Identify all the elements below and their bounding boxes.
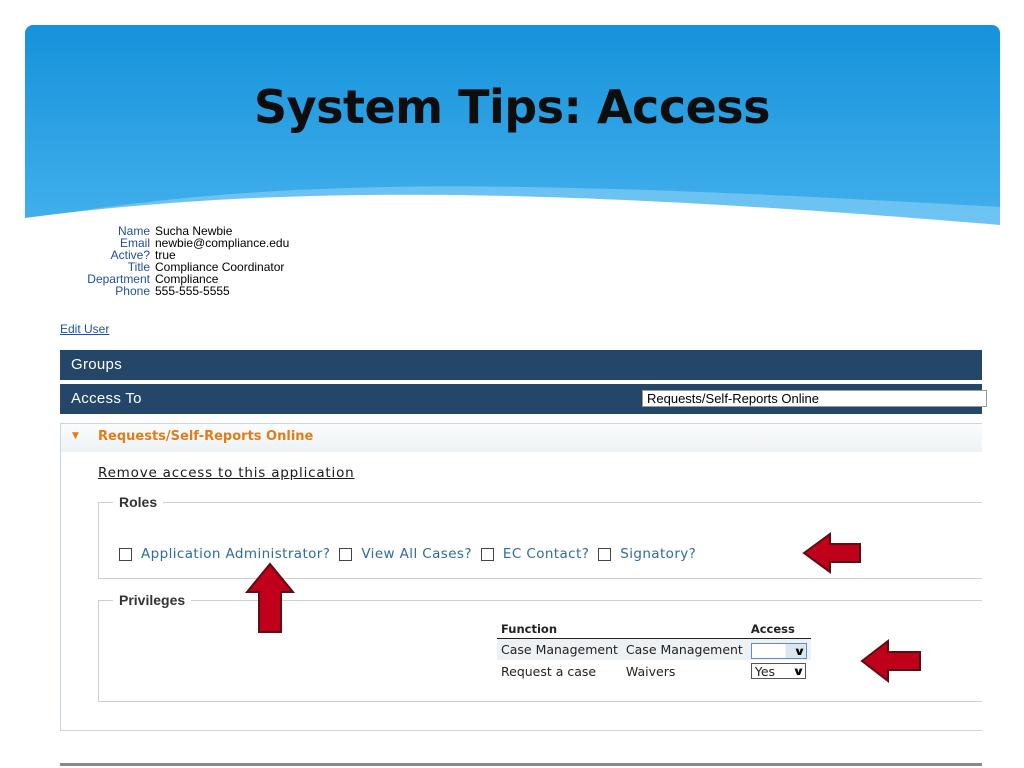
user-info-key: Name: [117, 224, 150, 238]
user-info-key: Email: [119, 236, 150, 250]
role-checkbox-app-admin[interactable]: [119, 548, 132, 561]
chevron-down-icon: ∨: [793, 644, 806, 658]
groups-bar-label: Groups: [71, 356, 122, 373]
application-title: Requests/Self-Reports Online: [98, 429, 314, 444]
user-info: [60, 225, 289, 297]
remove-access-link[interactable]: Remove access to this application: [98, 465, 355, 481]
access-to-select[interactable]: Requests/Self-Reports Online: [642, 390, 987, 407]
user-info-key: Department: [87, 272, 150, 286]
user-info-row: [60, 285, 289, 297]
user-info-value: true: [155, 248, 176, 262]
user-info-value: Sucha Newbie: [155, 224, 233, 238]
roles-legend: Roles: [119, 494, 158, 510]
role-label-signatory[interactable]: Signatory?: [620, 546, 697, 562]
left-arrow-icon: [860, 639, 922, 683]
groups-bar[interactable]: [60, 350, 982, 380]
edit-user-link[interactable]: Edit User: [60, 322, 110, 336]
access-to-label: Access To: [71, 390, 142, 407]
user-info-value: Compliance Coordinator: [155, 260, 285, 274]
role-checkbox-ec-contact[interactable]: [481, 548, 494, 561]
bottom-divider: [60, 763, 982, 766]
application-panel: [60, 423, 982, 731]
column-header-sub: [622, 620, 747, 638]
user-info-value: Compliance: [155, 272, 219, 286]
access-select-case-management[interactable]: [751, 643, 807, 659]
role-label-app-admin[interactable]: Application Administrator?: [141, 546, 331, 562]
access-to-bar: [60, 384, 982, 414]
role-label-ec-contact[interactable]: EC Contact?: [502, 546, 590, 562]
privilege-sub: Waivers: [625, 663, 676, 679]
privilege-sub: Case Management: [622, 638, 747, 660]
caret-down-icon[interactable]: ▼: [72, 431, 79, 441]
privilege-function: Request a case: [501, 663, 597, 679]
chevron-down-icon: ∨: [792, 664, 805, 678]
slide-title: System Tips: Access: [253, 80, 771, 134]
role-label-view-all-cases[interactable]: View All Cases?: [361, 546, 472, 562]
role-checkbox-signatory[interactable]: [598, 548, 611, 561]
role-checkbox-view-all-cases[interactable]: [339, 548, 352, 561]
privileges-table: [497, 620, 811, 682]
app-screenshot: [60, 225, 982, 745]
column-header-access: Access: [747, 620, 811, 638]
table-header-row: [497, 620, 811, 638]
user-info-key: Active?: [110, 248, 150, 262]
up-arrow-icon: [245, 562, 295, 634]
roles-list: [119, 546, 705, 562]
column-header-function: Function: [497, 620, 622, 638]
application-panel-header[interactable]: [61, 424, 982, 452]
user-info-value: newbie@compliance.edu: [155, 236, 290, 250]
privilege-access-cell: [747, 660, 811, 682]
privilege-access-cell: [747, 638, 811, 660]
privileges-legend: Privileges: [119, 592, 186, 608]
table-row: [497, 638, 811, 660]
table-row: [497, 660, 811, 682]
user-info-key: Title: [127, 260, 150, 274]
access-select-value: Yes: [754, 663, 776, 679]
user-info-value: 555-555-5555: [155, 284, 230, 298]
user-info-key: Phone: [115, 284, 150, 298]
left-arrow-icon: [802, 532, 862, 574]
access-select-waivers[interactable]: [751, 663, 806, 679]
privilege-function: Case Management: [497, 638, 622, 660]
